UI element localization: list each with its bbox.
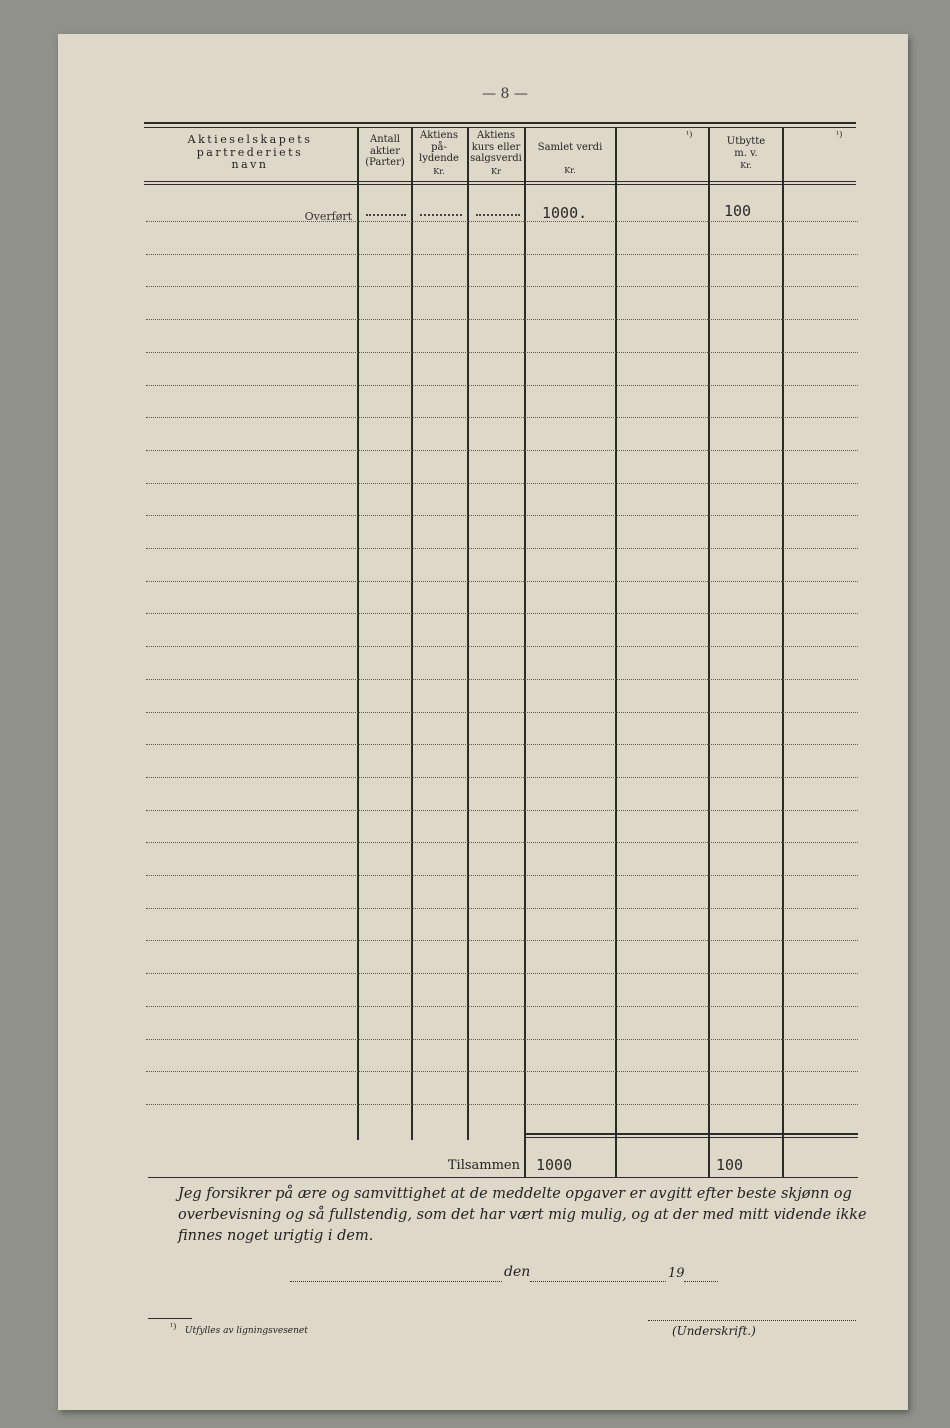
table-row-line xyxy=(146,744,858,745)
table-row-line xyxy=(146,1104,858,1105)
table-row-line xyxy=(146,515,858,516)
column-divider xyxy=(467,128,469,1140)
year-line xyxy=(684,1281,718,1282)
totals-rule xyxy=(524,1133,858,1135)
header-total-value: Samlet verdi Kr. xyxy=(537,142,603,175)
table-row-line xyxy=(146,679,858,680)
header-blank-col-footnote-mark: ¹) xyxy=(686,130,693,139)
table-row-line xyxy=(146,385,858,386)
table-row-line xyxy=(146,254,858,255)
header-share-count: Antall aktier (Parter) xyxy=(365,134,405,168)
totals-dividend: 100 xyxy=(716,1156,744,1174)
carried-over-label: Overført xyxy=(304,210,352,223)
column-divider xyxy=(357,128,359,1140)
footnote: $^{^1)}$ Utfylles av ligningsvesenet xyxy=(170,1322,308,1336)
table-row-line xyxy=(146,1071,858,1072)
header-company-name: Aktieselskapets partrederiets navn xyxy=(187,133,313,172)
table-row-line xyxy=(146,940,858,941)
header-bottom-rule xyxy=(144,181,856,182)
table-row-line xyxy=(146,221,858,222)
table-row-line xyxy=(146,712,858,713)
carried-over-total-value: 1000. xyxy=(542,204,588,222)
header-par-value: Aktiens på- lydende Kr. xyxy=(419,130,459,176)
table-top-rule-thin xyxy=(144,127,856,128)
table-row-line xyxy=(146,1006,858,1007)
totals-bottom-rule xyxy=(148,1177,858,1178)
table-row-line xyxy=(146,875,858,876)
column-divider xyxy=(411,128,413,1140)
table-row-line xyxy=(146,613,858,614)
table-row-line xyxy=(146,777,858,778)
table-row-line xyxy=(146,810,858,811)
footnote-rule xyxy=(148,1318,192,1319)
table-row-line xyxy=(146,450,858,451)
table-row-line xyxy=(146,548,858,549)
totals-label: Tilsammen xyxy=(447,1158,520,1173)
date-prefix: den xyxy=(504,1264,531,1280)
table-row-line xyxy=(146,842,858,843)
declaration-text: Jeg forsikrer på ære og samvittighet at de meddelte opgaver er avgitt efter beste skjønn og overbevisning og så fullstendig, som det har vært mig mulig, og at der med mitt vidende ikke finnes noget urigtig i dem. xyxy=(178,1186,867,1244)
table-row-line xyxy=(146,908,858,909)
table-row-line xyxy=(146,1039,858,1040)
header-bottom-rule-thin xyxy=(144,184,856,185)
header-last-col-footnote-mark: ¹) xyxy=(836,130,843,139)
signature-line xyxy=(648,1320,856,1321)
table-row-line xyxy=(146,973,858,974)
table-row-line xyxy=(146,581,858,582)
carried-over-leader xyxy=(476,214,520,216)
carried-over-dividend: 100 xyxy=(724,202,752,220)
table-row-line xyxy=(146,646,858,647)
table-row-line xyxy=(146,319,858,320)
totals-rule-thin xyxy=(524,1137,858,1138)
header-dividend: Utbytte m. v. Kr. xyxy=(726,136,766,170)
place-line xyxy=(290,1281,502,1282)
date-line xyxy=(530,1281,666,1282)
table-row-line xyxy=(146,483,858,484)
page-number: — 8 — xyxy=(482,86,528,102)
totals-total-value: 1000 xyxy=(536,1156,573,1174)
carried-over-leader xyxy=(420,214,462,216)
carried-over-leader xyxy=(366,214,406,216)
header-market-value: Aktiens kurs eller salgsverdi Kr xyxy=(470,130,522,176)
table-row-line xyxy=(146,417,858,418)
table-row-line xyxy=(146,286,858,287)
table-row-line xyxy=(146,352,858,353)
signature-label: (Underskrift.) xyxy=(672,1324,756,1338)
year-prefix: 19 xyxy=(668,1266,685,1281)
table-top-rule xyxy=(144,122,856,124)
